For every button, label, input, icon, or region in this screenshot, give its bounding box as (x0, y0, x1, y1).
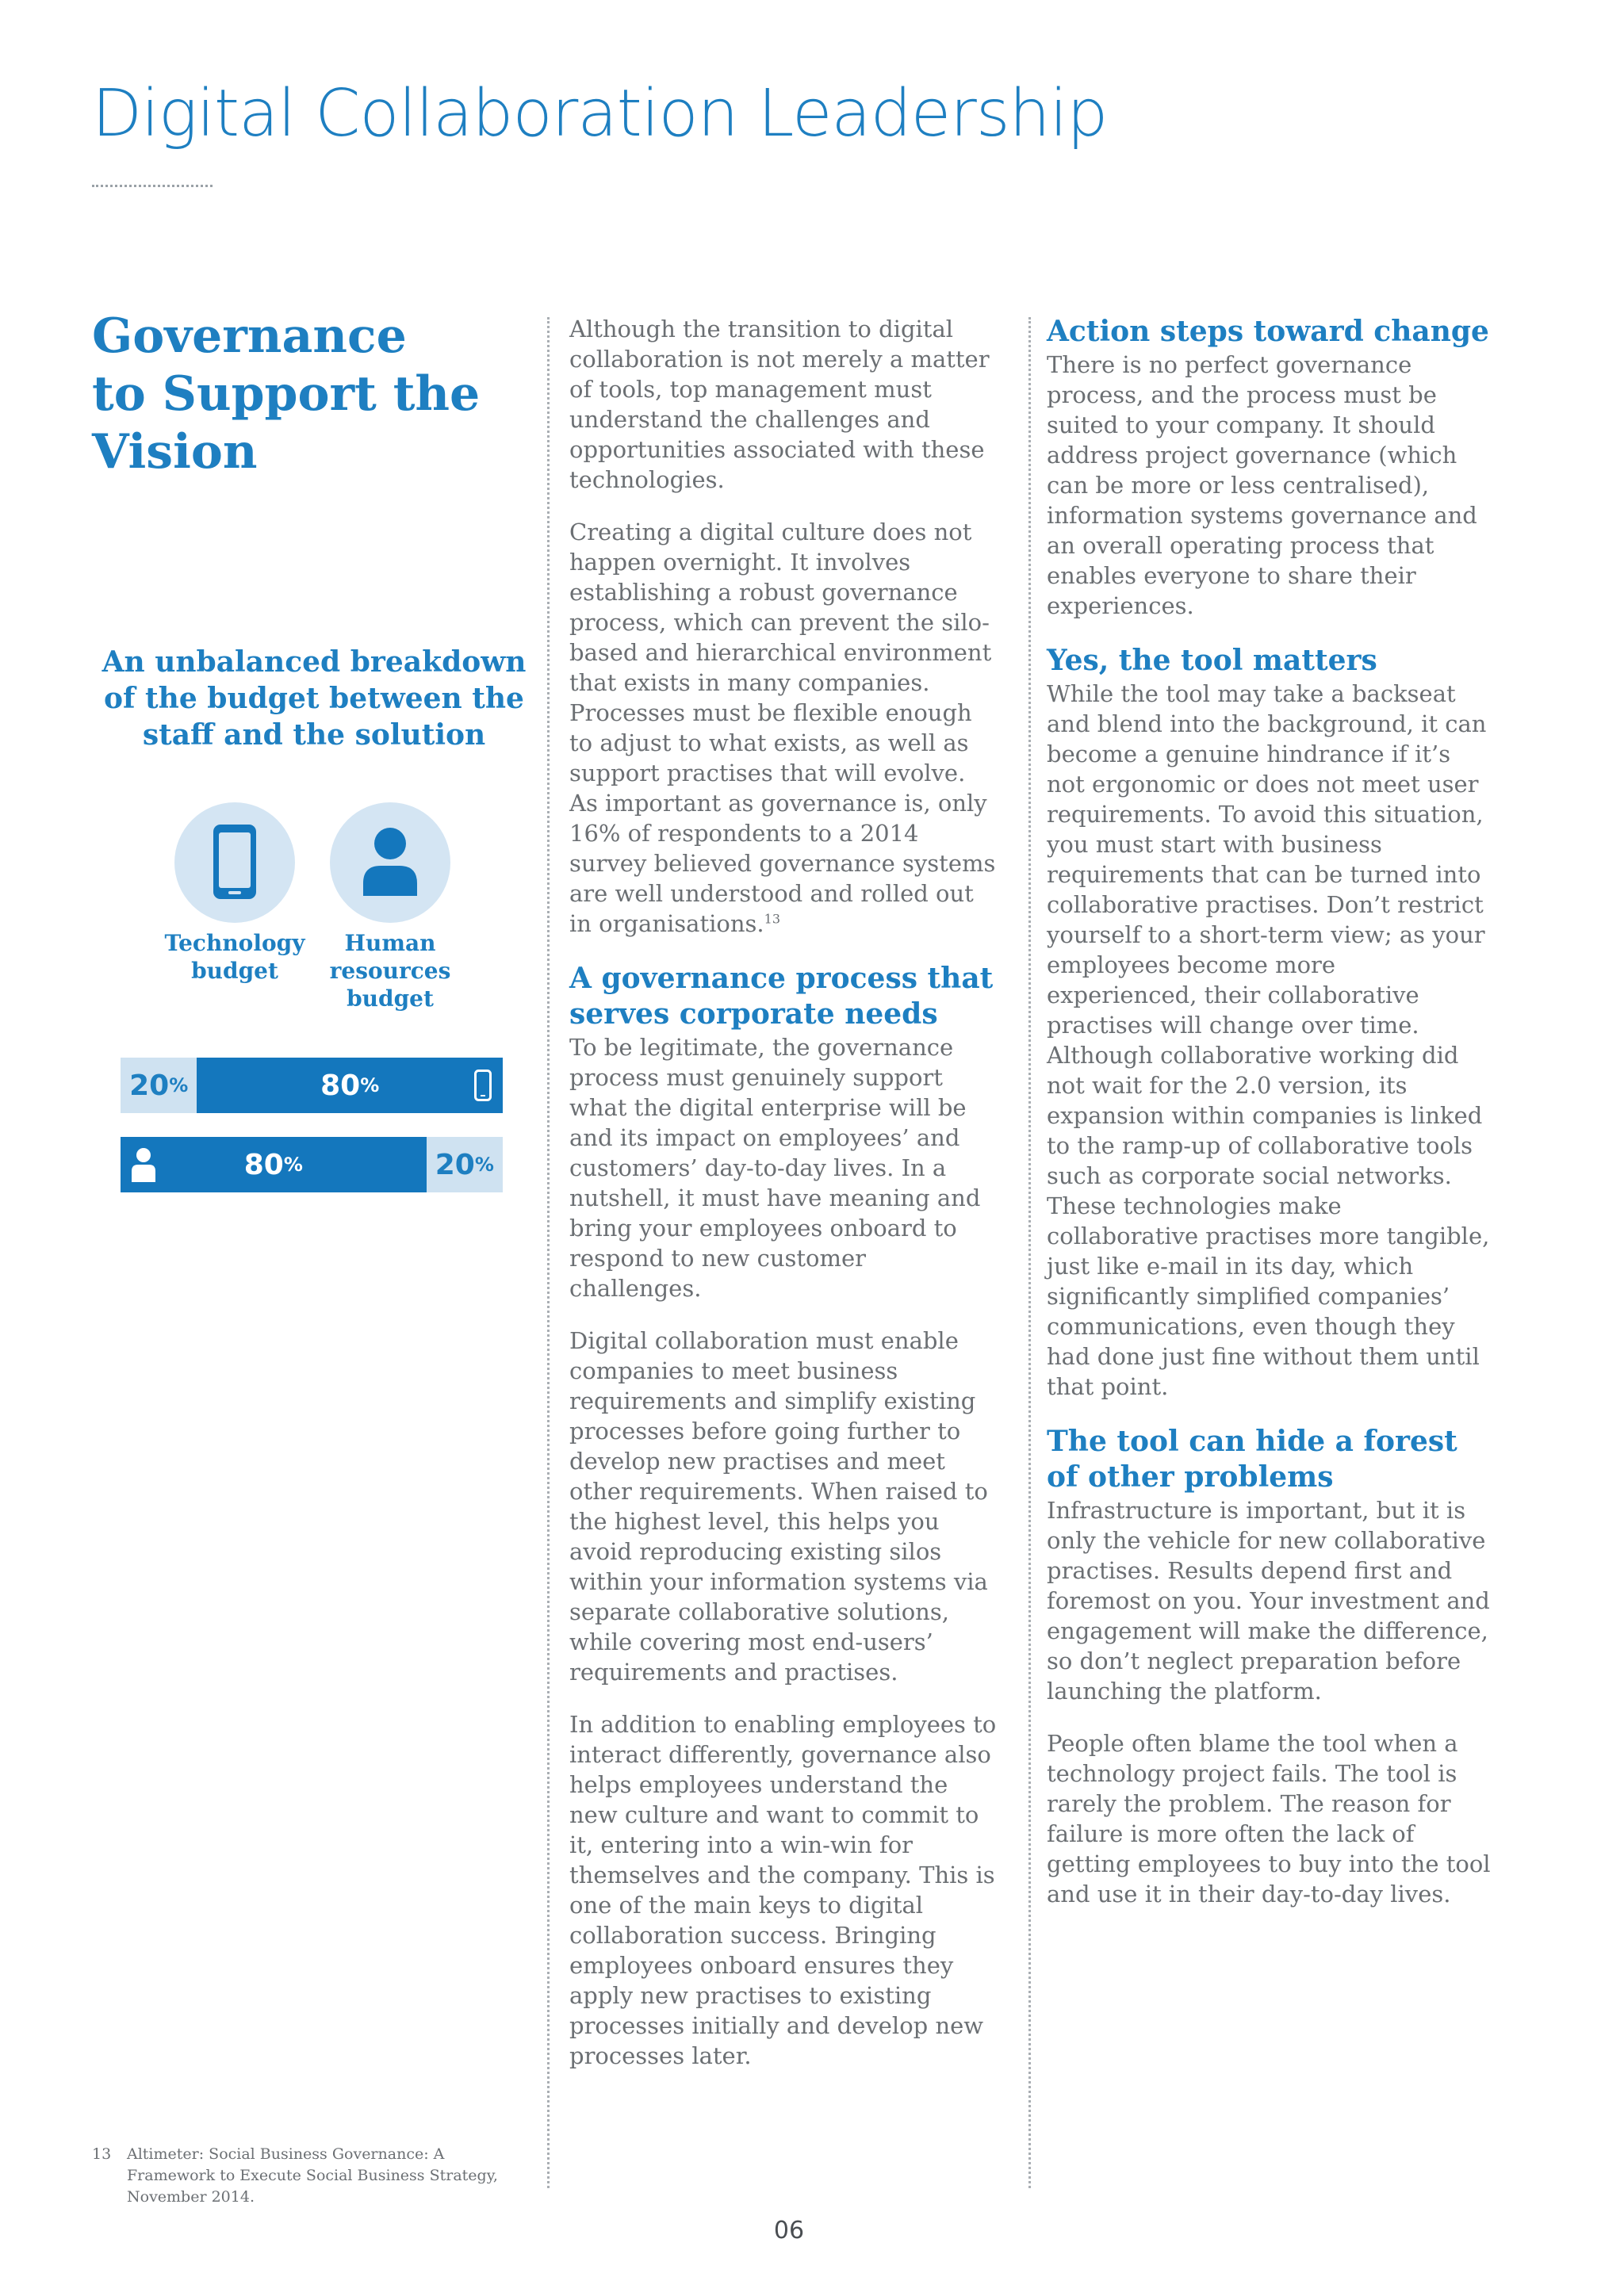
segment-value: 80 (243, 1148, 284, 1181)
label-line: budget (347, 985, 434, 1012)
percent-unit: % (283, 1154, 303, 1176)
page-number: 06 (773, 2217, 805, 2244)
section-heading-line: to Support the (92, 366, 481, 422)
segment-value: 20 (435, 1148, 475, 1181)
smartphone-icon (474, 1070, 492, 1101)
subheading: Yes, the tool matters (1047, 644, 1377, 677)
technology-icon-circle (174, 802, 295, 923)
subheading: A governance process that serves corporate needs (569, 962, 994, 1031)
section-heading (92, 308, 480, 481)
section-heading-line: Vision (92, 424, 258, 480)
bar-segment-light (121, 1058, 197, 1113)
footnote-reference: 13 (764, 911, 780, 927)
body-paragraph: In addition to enabling employees to interact differently, governance also helps employees understand the new culture and want to commit to it, entering into a win-win for themselves and the company. This is one of the main keys to digital collaboration success. Bringing employees onboard ensures they apply new practises to existing processes initially and develop new processes later. (569, 1711, 997, 2069)
bar-segment-dark (121, 1137, 427, 1192)
section-heading-line: Governance (92, 308, 407, 364)
column-divider-left (547, 317, 550, 2188)
technology-budget-label: Technology budget (164, 930, 305, 984)
footnote (92, 2144, 536, 2208)
smartphone-icon (174, 802, 295, 923)
body-paragraph: People often blame the tool when a technology project fails. The tool is rarely the problem. The reason for failure is more often the lack of getting employees to buy into the tool and use it in their day-to-day lives. (1047, 1730, 1491, 1908)
technology-budget-bar (121, 1058, 503, 1113)
bar-segment-light (427, 1137, 503, 1192)
paragraph-text: Creating a digital culture does not happen overnight. It involves establishing a robust governance process, which can prevent the silo-based and hierarchical environment that exists in many companies. Processes must be flexible enough to adjust to what exists, as well as support practises that will evolve. As important as governance is, only 16% of respondents to a 2014 survey believed governance systems are well understood and rolled out in organisations. (569, 519, 996, 937)
infographic-title: An unbalanced breakdown of the budget between the staff and the solution (102, 645, 527, 752)
person-icon (130, 1147, 157, 1182)
footnote-number: 13 (92, 2145, 112, 2163)
label-line: Human (344, 930, 436, 956)
percent-unit: % (360, 1074, 380, 1096)
subheading: Action steps toward change (1047, 315, 1489, 348)
title-divider (92, 185, 213, 187)
page-title: Digital Collaboration Leadership (92, 76, 1108, 151)
right-column (1047, 314, 1491, 1931)
body-paragraph (569, 517, 998, 939)
segment-value: 80 (320, 1069, 361, 1102)
body-paragraph: Digital collaboration must enable companies to meet business requirements and simplify existing processes before going further to develop new practises and meet other requirements. When raised to the highest level, this helps you avoid reproducing existing silos within your information systems via separate collaborative solutions, while covering most end-users’ requirements and practises. (569, 1327, 988, 1686)
body-paragraph: There is no perfect governance process, and the process must be suited to your company. It should address project governance (which can be more or less centralised), information systems governance and an overall operating process that enables everyone to share their experiences. (1047, 351, 1477, 619)
person-icon (330, 802, 450, 923)
body-paragraph: While the tool may take a backseat and blend into the background, it can become a genuine hindrance if it’s not ergonomic or does not meet user requirements. To avoid this situation, you must start with business requirements that can be turned into collaborative practises. Don’t restrict yourself to a short-term view; as your employees become more experienced, their collaborative practises will change over time. Although collaborative working did not wait for the 2.0 version, its expansion within companies is linked to the ramp-up of collaborative tools such as corporate social networks. These technologies make collaborative practises more tangible, just like e-mail in its day, which significantly simplified companies’ communications, even though they had done just fine without them until that point. (1047, 680, 1490, 1400)
bar-segment-dark (197, 1058, 503, 1113)
footnote-text: Altimeter: Social Business Governance: A Framework to Execute Social Business Strategy, November 2014. (127, 2145, 498, 2206)
human-resources-budget-label (311, 929, 469, 1012)
human-resources-icon-circle (330, 802, 450, 923)
label-line: resources (329, 958, 451, 984)
body-paragraph: To be legitimate, the governance process must genuinely support what the digital enterprise will be and its impact on employees’ and customers’ day-to-day lives. In a nutshell, it must have meaning and bring your employees onboard to respond to new customer challenges. (569, 1034, 981, 1302)
body-paragraph: Although the transition to digital collaboration is not merely a matter of tools, top management must understand the challenges and opportunities associated with these technologies. (569, 316, 990, 493)
percent-unit: % (474, 1154, 494, 1176)
segment-value: 20 (129, 1069, 170, 1102)
column-divider-right (1028, 317, 1031, 2188)
middle-column (569, 314, 998, 2093)
body-paragraph: Infrastructure is important, but it is only the vehicle for new collaborative practises. Results depend first and foremost on you. Your investment and engagement will make the difference, so don’t neglect preparation before launching the platform. (1047, 1497, 1490, 1705)
subheading: The tool can hide a forest of other problems (1047, 1425, 1457, 1494)
percent-unit: % (169, 1074, 189, 1096)
human-resources-budget-bar (121, 1137, 503, 1192)
